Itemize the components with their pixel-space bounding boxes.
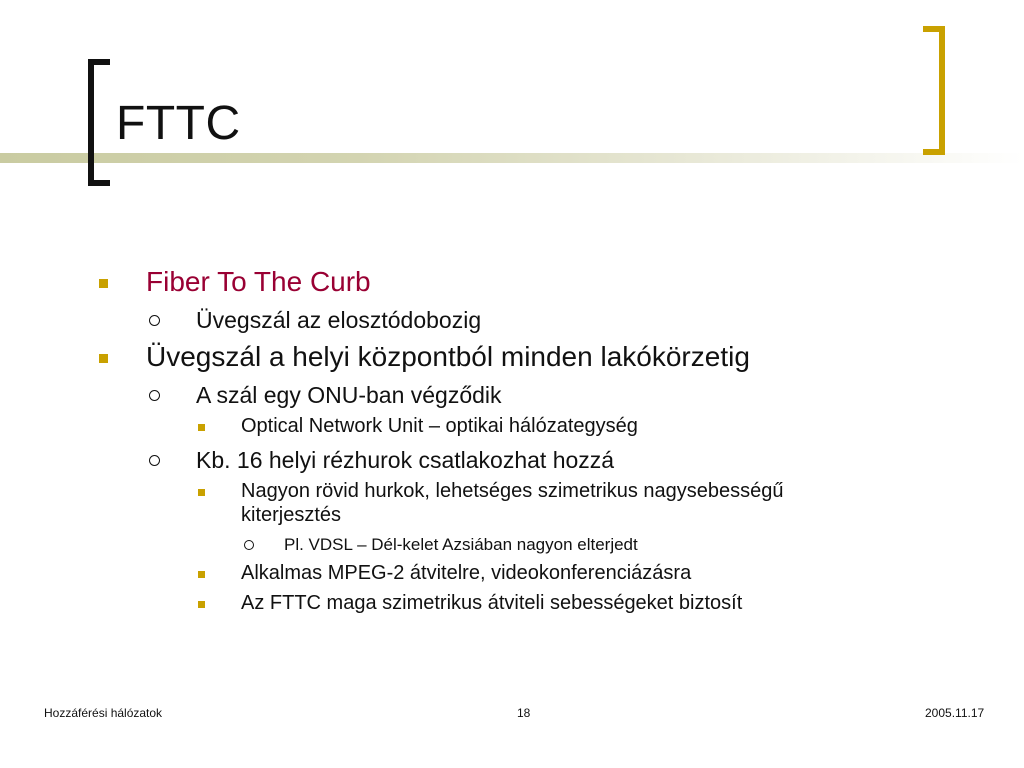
footer-page-number: 18 (517, 706, 531, 720)
bullet-text: A szál egy ONU-ban végződik (196, 382, 502, 408)
footer-date: 2005.11.17 (925, 706, 985, 720)
bullet-text: Fiber To The Curb (146, 266, 371, 297)
bullet-text: Kb. 16 helyi rézhurok csatlakozhat hozzá (196, 447, 615, 473)
bullet-text: Nagyon rövid hurkok, lehetséges szimetrikus nagysebességű (241, 480, 784, 502)
bullet-text: Pl. VDSL – Dél-kelet Azsiában nagyon elterjedt (284, 535, 638, 554)
slide-title: FTTC (116, 97, 241, 150)
square-bullet-icon (99, 354, 108, 363)
bullet-text: Optical Network Unit – optikai hálózategység (241, 415, 638, 437)
circle-bullet-icon (149, 455, 160, 466)
bullet-text: Üvegszál a helyi központból minden lakókörzetig (146, 341, 750, 372)
circle-bullet-icon (149, 390, 160, 401)
square-bullet-icon (198, 489, 205, 496)
square-bullet-icon (198, 571, 205, 578)
square-bullet-icon (99, 279, 108, 288)
square-bullet-icon (198, 424, 205, 431)
bullet-text-continuation: kiterjesztés (241, 504, 342, 526)
circle-bullet-icon (244, 540, 254, 550)
bullet-text: Üvegszál az elosztódobozig (196, 307, 482, 333)
footer-left-text: Hozzáférési hálózatok (44, 706, 163, 720)
bullet-text: Az FTTC maga szimetrikus átviteli sebességeket biztosít (241, 592, 743, 614)
square-bullet-icon (198, 601, 205, 608)
circle-bullet-icon (149, 315, 160, 326)
bullet-text: Alkalmas MPEG-2 átvitelre, videokonferenciázásra (241, 562, 692, 584)
